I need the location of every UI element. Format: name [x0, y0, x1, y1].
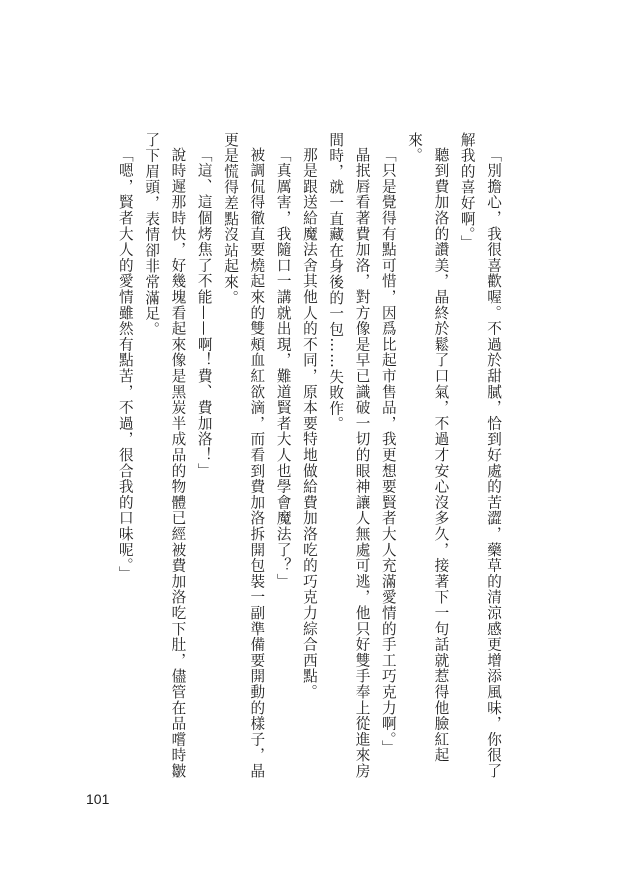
paragraph: 聽到費加洛的讚美，晶終於鬆了口氣，不過才安心沒多久，接著下一句話就惹得他臉紅起來。: [406, 132, 450, 763]
paragraph: 「嗯，賢者大人的愛情雖然有點苦，不過，很合我的口味呢。」: [116, 146, 134, 582]
paragraph: 「真厲害，我隨口一講就出現，難道賢者大人也學會魔法了？」: [274, 146, 292, 589]
paragraph: 被調侃得徹直要燒起來的雙頰血紅欲滴，而看到費加洛拆開包裝一副準備要開動的樣子，晶更是慌得差點沒站起來。: [222, 132, 266, 779]
paragraph: 那是跟送給魔法舍其他人的不同，原本要特地做給費加洛吃的巧克力綜合西點。: [300, 146, 318, 700]
page-number: 101: [86, 791, 110, 807]
paragraph: 晶抿唇看著費加洛，對方像是早已識破一切的眼神讓人無處可逃，他只好雙手奉上從進來房間時，就一直藏在身後的一包……失敗作。: [327, 132, 371, 779]
paragraph: 「這、這個烤焦了不能——啊！費、費加洛！」: [195, 146, 213, 479]
vertical-text-body: [90, 132, 506, 780]
paragraph: 「別擔心，我很喜歡喔。不過於甜膩，恰到好處的苦澀，藥草的清涼感更增添風味，你很了解我的喜好啊。」: [458, 132, 502, 779]
paragraph: 「只是覺得有點可惜，因爲比起市售品，我更想要賢者大人充滿愛情的手工巧克力啊。」: [379, 146, 397, 756]
paragraph: 說時遲那時快，好幾塊看起來像是黑炭半成品的物體已經被費加洛吃下肚，儘管在品嚐時皺了下眉頭，表情卻非常滿足。: [143, 132, 187, 779]
